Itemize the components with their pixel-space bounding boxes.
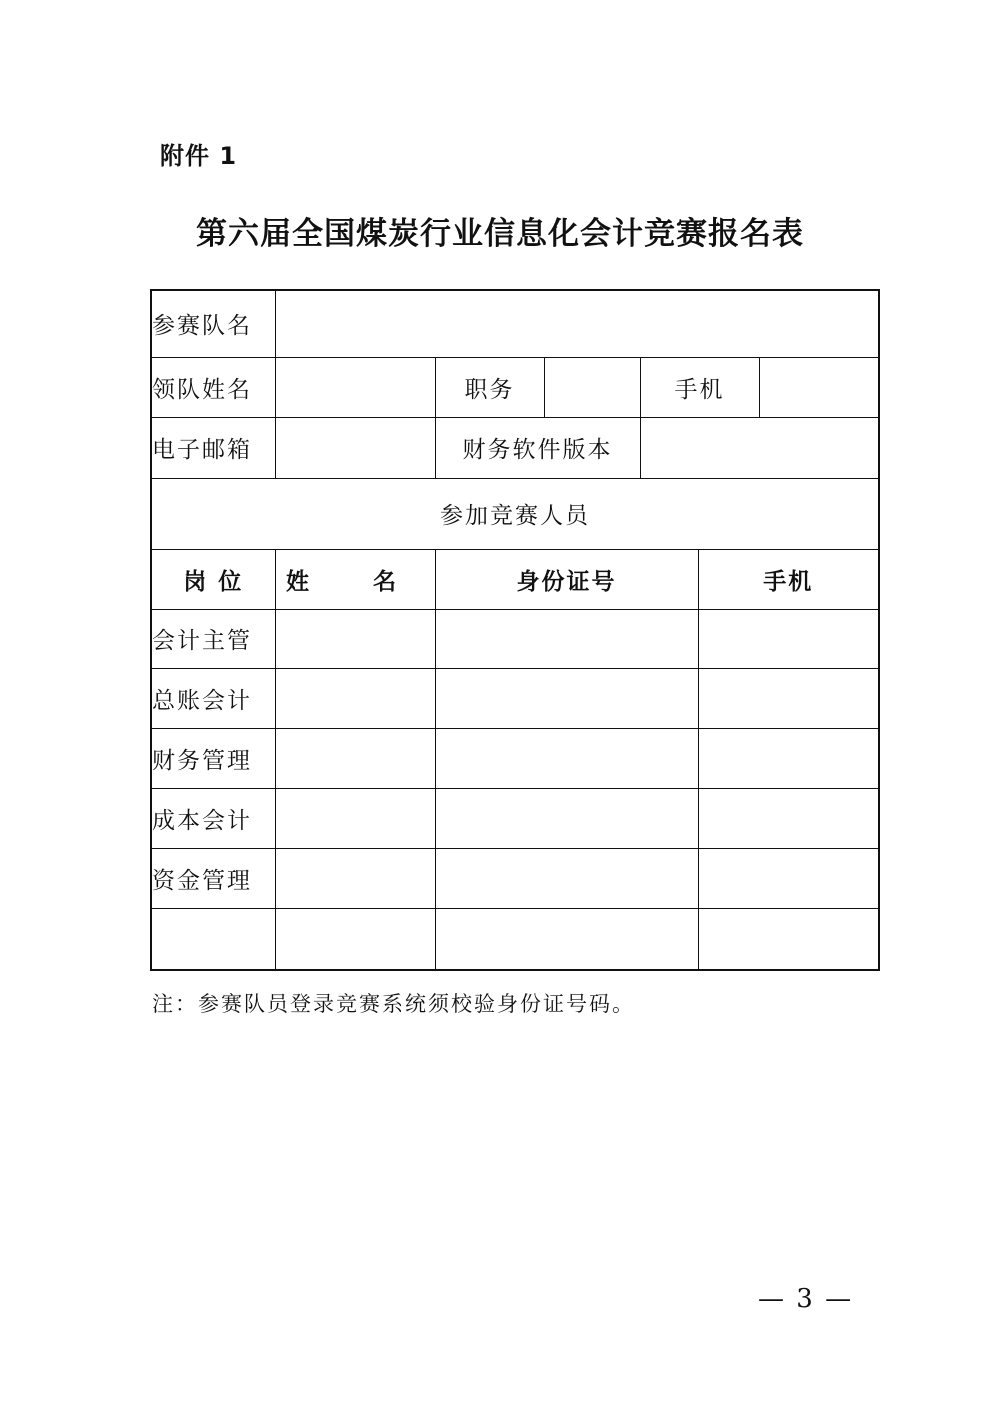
- role-cell: 资金管理: [151, 848, 275, 908]
- table-row: [151, 728, 879, 788]
- role-cell: 财务管理: [151, 728, 275, 788]
- column-header-role: 岗 位: [151, 549, 275, 609]
- role-cell: 总账会计: [151, 668, 275, 728]
- position-field[interactable]: [544, 357, 640, 417]
- name-cell[interactable]: [275, 788, 435, 848]
- name-cell[interactable]: [275, 848, 435, 908]
- table-row: [151, 609, 879, 668]
- name-cell[interactable]: [275, 908, 435, 970]
- id-number-cell[interactable]: [435, 609, 698, 668]
- table-row: [151, 668, 879, 728]
- table-row: [151, 848, 879, 908]
- name-cell[interactable]: [275, 609, 435, 668]
- email-label: 电子邮箱: [151, 417, 275, 478]
- role-cell: 成本会计: [151, 788, 275, 848]
- section-row: [151, 478, 879, 549]
- page-title: 第六届全国煤炭行业信息化会计竞赛报名表: [196, 216, 804, 252]
- leader-mobile-label: 手机: [640, 357, 759, 417]
- role-cell[interactable]: [151, 908, 275, 970]
- table-row: [151, 788, 879, 848]
- name-cell[interactable]: [275, 668, 435, 728]
- id-number-cell[interactable]: [435, 908, 698, 970]
- mobile-cell[interactable]: [698, 609, 879, 668]
- table-row: [151, 908, 879, 970]
- id-number-cell[interactable]: [435, 788, 698, 848]
- leader-mobile-field[interactable]: [759, 357, 879, 417]
- email-field[interactable]: [275, 417, 435, 478]
- registration-table: [150, 289, 880, 971]
- role-cell: 会计主管: [151, 609, 275, 668]
- software-version-field[interactable]: [640, 417, 879, 478]
- column-header-name: 姓 名: [275, 549, 435, 609]
- column-header-mobile: 手机: [698, 549, 879, 609]
- team-name-label: 参赛队名: [151, 290, 275, 357]
- leader-name-field[interactable]: [275, 357, 435, 417]
- attachment-label: 附件 1: [160, 142, 238, 170]
- name-cell[interactable]: [275, 728, 435, 788]
- page-number: — 3 —: [758, 1284, 854, 1314]
- mobile-cell[interactable]: [698, 728, 879, 788]
- mobile-cell[interactable]: [698, 908, 879, 970]
- id-number-cell[interactable]: [435, 668, 698, 728]
- id-number-cell[interactable]: [435, 728, 698, 788]
- footnote: 注：参赛队员登录竞赛系统须校验身份证号码。: [152, 992, 635, 1016]
- mobile-cell[interactable]: [698, 848, 879, 908]
- mobile-cell[interactable]: [698, 788, 879, 848]
- leader-name-label: 领队姓名: [151, 357, 275, 417]
- position-label: 职务: [435, 357, 544, 417]
- leader-row: [151, 357, 879, 417]
- software-version-label: 财务软件版本: [435, 417, 640, 478]
- team-name-row: [151, 290, 879, 357]
- participants-section-title: 参加竞赛人员: [151, 478, 879, 549]
- team-name-field[interactable]: [275, 290, 879, 357]
- id-number-cell[interactable]: [435, 848, 698, 908]
- email-row: [151, 417, 879, 478]
- participants-header-row: [151, 549, 879, 609]
- mobile-cell[interactable]: [698, 668, 879, 728]
- column-header-id-number: 身份证号: [435, 549, 698, 609]
